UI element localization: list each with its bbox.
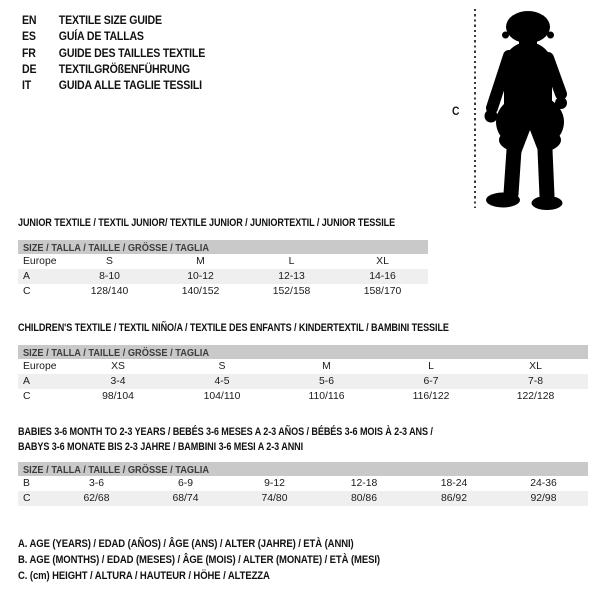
row-label: A: [23, 376, 30, 387]
table-cell: 86/92: [440, 493, 467, 504]
children-section-title: CHILDREN'S TEXTILE / TEXTIL NIÑO/A / TEXTILE DES ENFANTS / KINDERTEXTIL / BAMBINI TESSILE: [18, 322, 449, 334]
footnotes: [18, 536, 380, 585]
table-row-europe: [18, 254, 428, 269]
table-row-height: [18, 491, 588, 506]
language-code: IT: [22, 80, 32, 93]
table-cell: 122/128: [516, 391, 555, 402]
row-label: C: [23, 286, 31, 297]
table-cell: 3-4: [110, 376, 126, 387]
row-label: Europe: [23, 361, 57, 372]
table-cell: S: [218, 361, 226, 372]
babies-size-header-bar: [18, 462, 588, 476]
language-row-en: [22, 13, 205, 29]
table-row-age: [18, 269, 428, 284]
table-cell: 3-6: [88, 478, 105, 489]
language-title: GUIDA ALLE TAGLIE TESSILI: [58, 80, 202, 93]
table-cell: 14-16: [369, 271, 396, 282]
table-cell: S: [106, 256, 113, 267]
table-cell: XL: [376, 256, 389, 267]
baby-silhouette-image: [483, 6, 583, 210]
junior-size-header-bar: [18, 240, 428, 254]
junior-size-table: [18, 254, 428, 299]
table-cell: 18-24: [440, 478, 468, 489]
height-measure-label: C: [452, 106, 460, 118]
table-cell: 140/152: [181, 286, 220, 297]
language-row-es: [22, 29, 205, 45]
table-row-height: [18, 389, 588, 404]
footnote-age-years: A. AGE (YEARS) / EDAD (AÑOS) / ÂGE (ANS) / ALTER (JAHRE) / ETÀ (ANNI): [18, 538, 354, 550]
table-row-height: [18, 284, 428, 299]
table-cell: 4-5: [214, 376, 230, 387]
table-cell: 9-12: [264, 478, 285, 489]
language-title: GUIDE DES TAILLES TEXTILE: [58, 47, 206, 60]
table-cell: 8-10: [99, 271, 120, 282]
table-cell: 104/110: [203, 391, 241, 402]
table-cell: L: [428, 361, 434, 372]
table-cell: XS: [111, 361, 125, 372]
language-list: [22, 13, 205, 94]
language-code: DE: [22, 64, 37, 77]
language-title: TEXTILGRÖßENFÜHRUNG: [58, 64, 190, 77]
language-row-it: [22, 78, 205, 94]
table-cell: XL: [529, 361, 542, 372]
table-cell: 68/74: [172, 493, 199, 504]
table-cell: 128/140: [90, 286, 129, 297]
language-row-fr: [22, 46, 205, 62]
row-label: A: [23, 271, 30, 282]
language-code: EN: [22, 15, 37, 28]
row-label: C: [23, 391, 31, 402]
table-cell: M: [196, 256, 205, 267]
children-size-table: [18, 359, 588, 404]
table-cell: 6-7: [423, 376, 439, 387]
babies-section-title-line2: BABYS 3-6 MONATE BIS 2-3 JAHRE / BAMBINI 3-6 MESI A 2-3 ANNI: [18, 441, 304, 453]
height-measure-dashed-line: [474, 9, 476, 208]
table-row-age: [18, 374, 588, 389]
table-cell: 74/80: [261, 493, 288, 504]
language-code: FR: [22, 47, 36, 60]
table-cell: 12-13: [278, 271, 305, 282]
babies-section-title-line1: BABIES 3-6 MONTH TO 2-3 YEARS / BEBÉS 3-6 MESES A 2-3 AÑOS / BÉBÉS 3-6 MOIS À 2-3 ANS /: [18, 426, 433, 438]
table-cell: 158/170: [363, 286, 402, 297]
table-cell: 152/158: [272, 286, 311, 297]
table-cell: 10-12: [187, 271, 214, 282]
table-cell: 116/122: [412, 391, 450, 402]
size-header-label: SIZE / TALLA / TAILLE / GRÖSSE / TAGLIA: [23, 348, 210, 359]
table-cell: 92/98: [530, 493, 557, 504]
table-row-age: [18, 476, 588, 491]
language-title: TEXTILE SIZE GUIDE: [58, 15, 162, 28]
table-cell: 7-8: [527, 376, 544, 387]
table-row-europe: [18, 359, 588, 374]
row-label: B: [23, 478, 30, 489]
table-cell: 12-18: [350, 478, 378, 489]
language-row-de: [22, 62, 205, 78]
size-header-label: SIZE / TALLA / TAILLE / GRÖSSE / TAGLIA: [23, 465, 210, 476]
table-cell: 80/86: [350, 493, 377, 504]
language-code: ES: [22, 31, 36, 44]
footnote-height-cm: C. (cm) HEIGHT / ALTURA / HAUTEUR / HÖHE / ALTEZZA: [18, 570, 270, 583]
table-cell: 110/116: [308, 391, 345, 402]
table-cell: 62/68: [83, 493, 110, 504]
table-cell: 6-9: [177, 478, 194, 489]
row-label: Europe: [23, 256, 57, 267]
table-cell: M: [322, 361, 331, 372]
table-cell: 98/104: [102, 391, 134, 402]
row-label: C: [23, 493, 31, 504]
children-size-header-bar: [18, 345, 588, 359]
babies-size-table: [18, 476, 588, 506]
table-cell: 24-36: [530, 478, 557, 489]
table-cell: 5-6: [318, 376, 335, 387]
size-header-label: SIZE / TALLA / TAILLE / GRÖSSE / TAGLIA: [23, 243, 210, 254]
table-cell: L: [288, 256, 295, 267]
language-title: GUÍA DE TALLAS: [58, 31, 144, 44]
footnote-age-months: B. AGE (MONTHS) / EDAD (MESES) / ÂGE (MOIS) / ALTER (MONATE) / ETÀ (MESI): [18, 554, 381, 567]
junior-section-title: JUNIOR TEXTILE / TEXTIL JUNIOR/ TEXTILE JUNIOR / JUNIORTEXTIL / JUNIOR TESSILE: [18, 217, 396, 229]
